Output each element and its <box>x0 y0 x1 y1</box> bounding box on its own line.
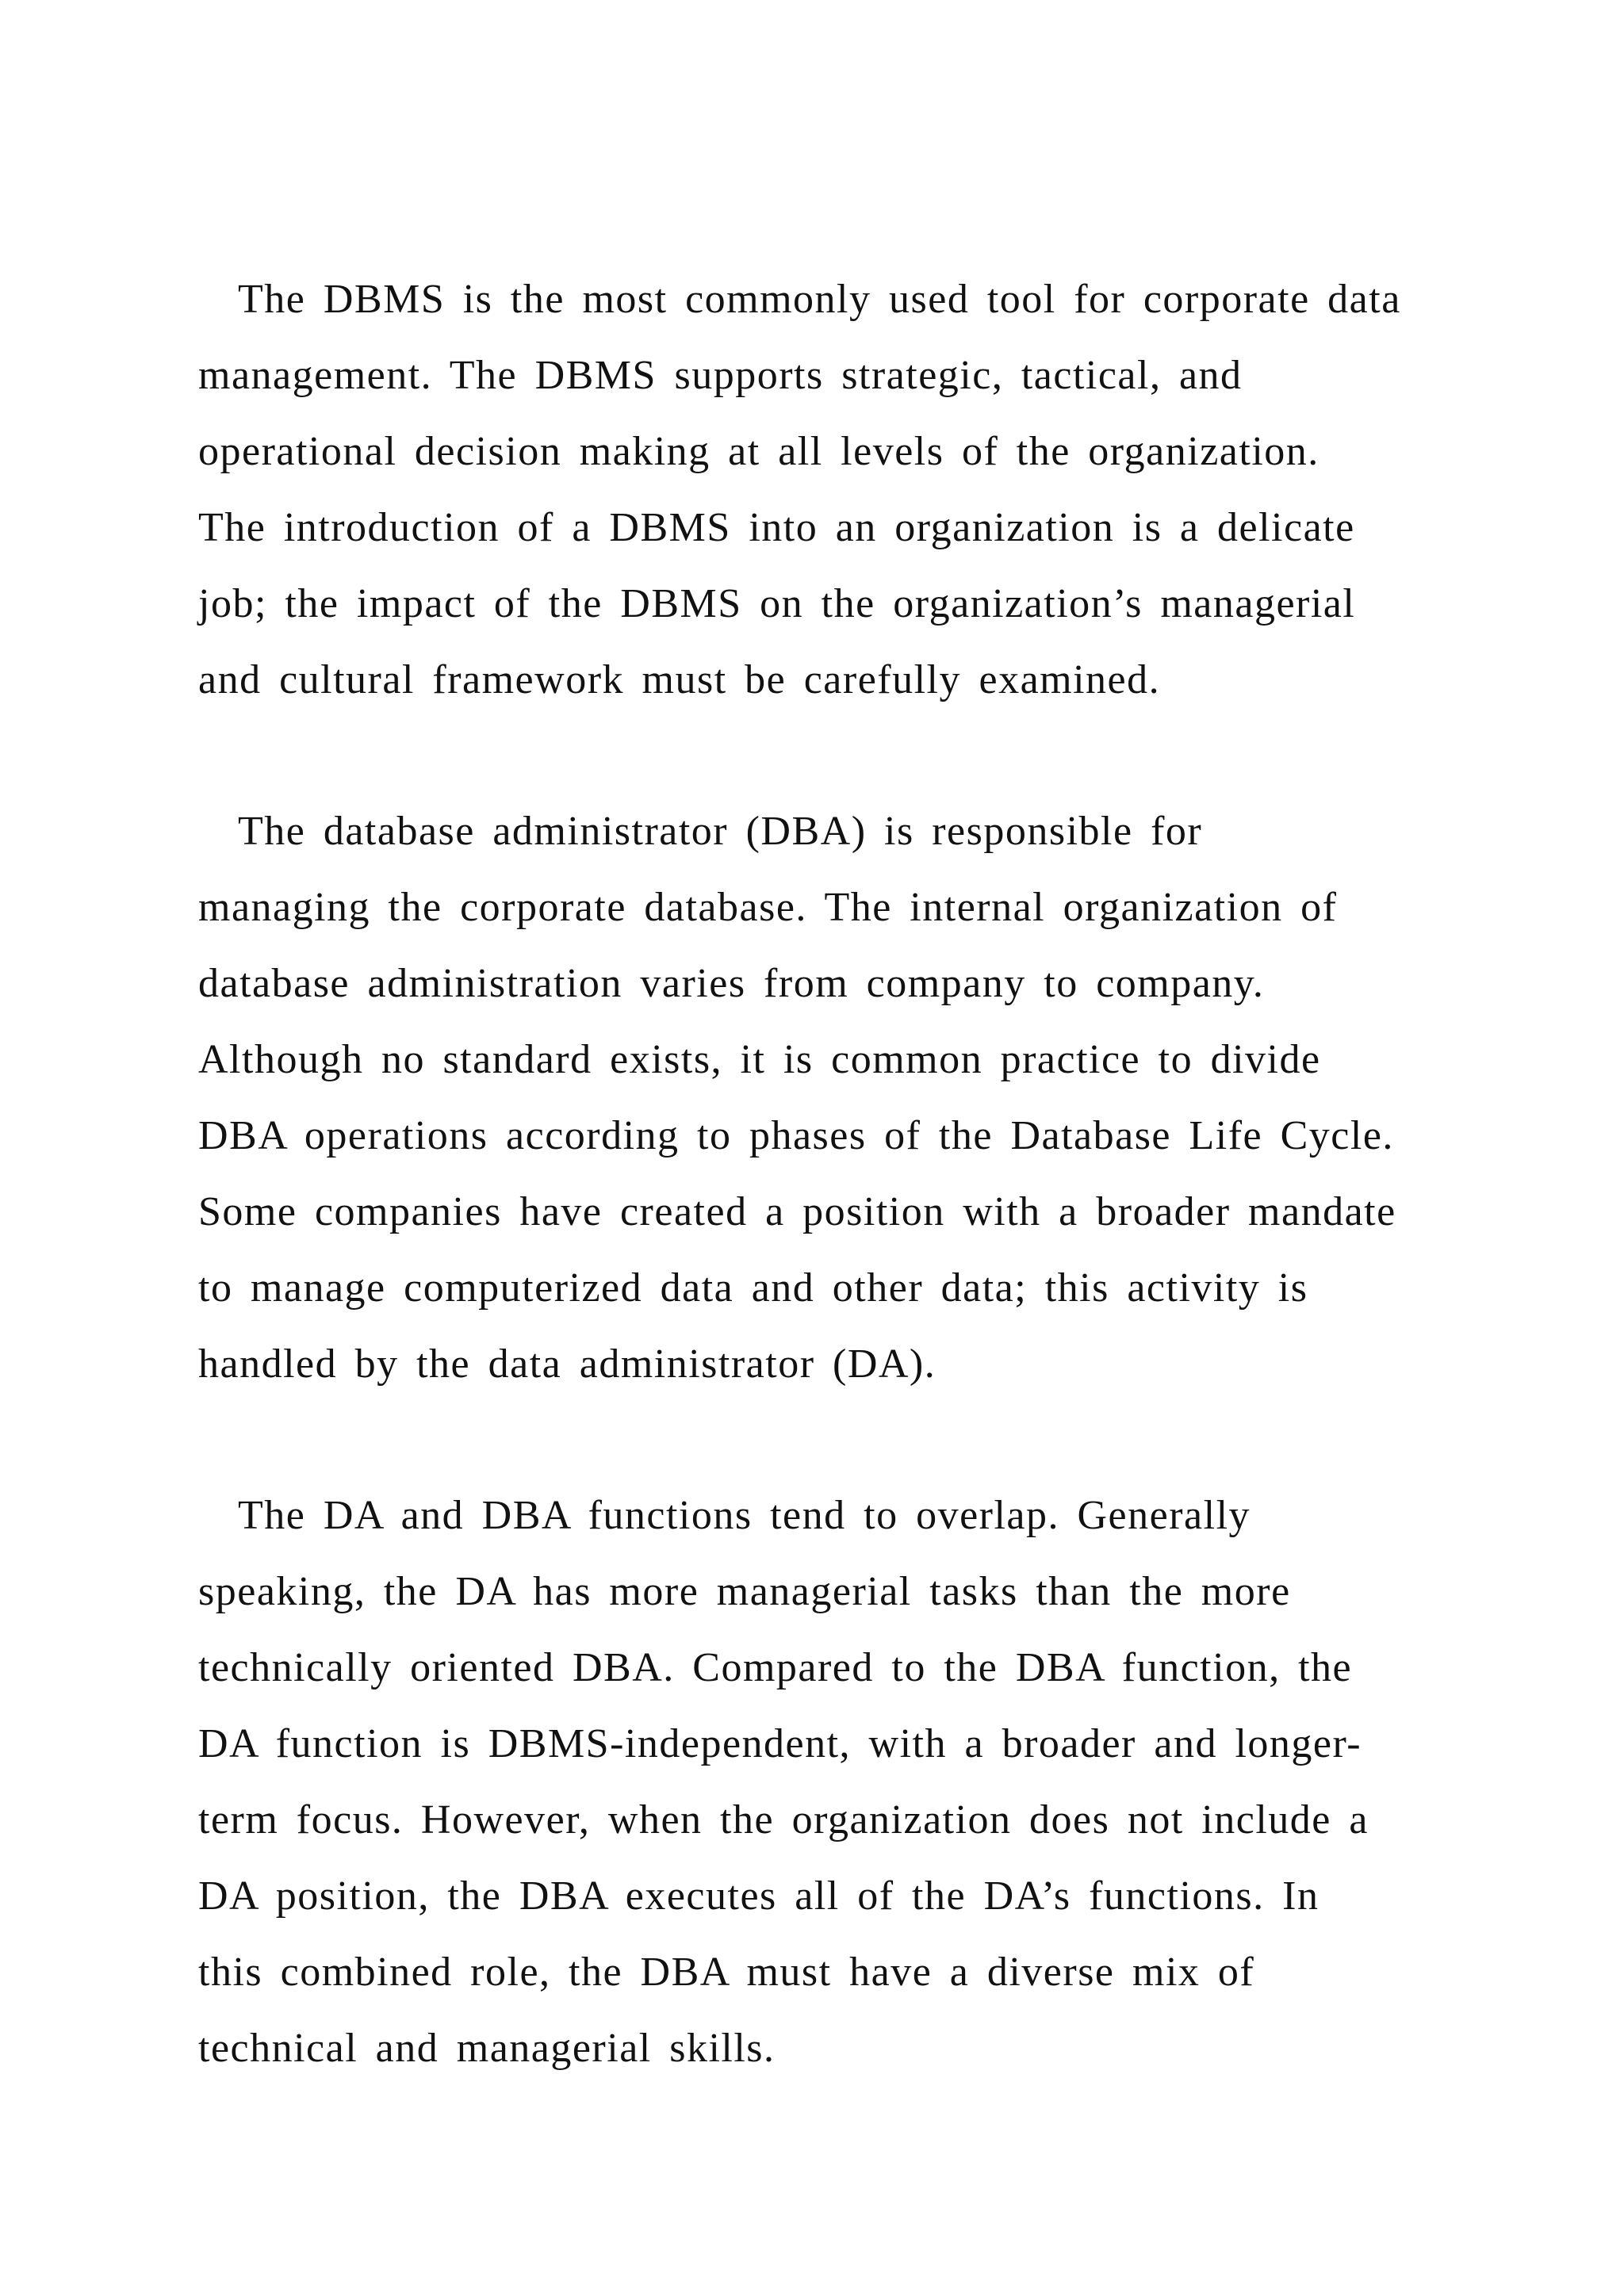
text-line: DA function is DBMS-independent, with a broader and longer- <box>198 1721 1362 1766</box>
text-line: speaking, the DA has more managerial tasks than the more <box>198 1569 1291 1614</box>
text-line: Some companies have created a position with a broader mandate <box>198 1189 1396 1234</box>
text-line: operational decision making at all levels of the organization. <box>198 429 1320 474</box>
text-line: managing the corporate database. The internal organization of <box>198 885 1338 930</box>
text-line: term focus. However, when the organization does not include a <box>198 1797 1369 1843</box>
text-line: The DA and DBA functions tend to overlap. Generally <box>238 1493 1251 1538</box>
paragraph-dba-role <box>198 794 1499 1402</box>
paragraph-da-dba-overlap <box>198 1478 1499 2087</box>
text-line: DA position, the DBA executes all of the DA’s functions. In <box>198 1873 1320 1919</box>
text-line: The database administrator (DBA) is responsible for <box>238 809 1203 854</box>
text-line: and cultural framework must be carefully examined. <box>198 657 1161 702</box>
paragraph-dbms-overview <box>198 262 1499 718</box>
text-line: to manage computerized data and other data; this activity is <box>198 1265 1308 1311</box>
text-line: this combined role, the DBA must have a diverse mix of <box>198 1950 1255 1995</box>
text-line: DBA operations according to phases of the Database Life Cycle. <box>198 1113 1394 1158</box>
text-line: management. The DBMS supports strategic, tactical, and <box>198 353 1243 398</box>
text-line: Although no standard exists, it is common practice to divide <box>198 1037 1321 1082</box>
text-line: database administration varies from company to company. <box>198 961 1265 1006</box>
text-line: The introduction of a DBMS into an organization is a delicate <box>198 505 1355 550</box>
text-line: technical and managerial skills. <box>198 2026 776 2071</box>
text-line: job; the impact of the DBMS on the organization’s managerial <box>198 581 1356 626</box>
text-line: handled by the data administrator (DA). <box>198 1341 936 1387</box>
text-line: technically oriented DBA. Compared to the DBA function, the <box>198 1645 1353 1690</box>
text-line: The DBMS is the most commonly used tool for corporate data <box>238 277 1401 322</box>
